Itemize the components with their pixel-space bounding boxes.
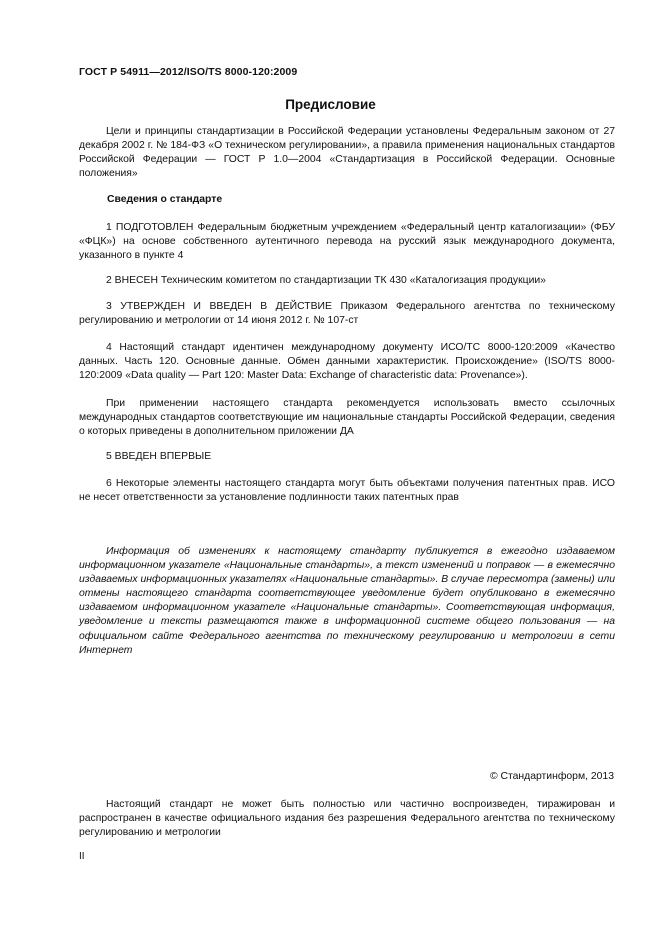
copyright-line: © Стандартинформ, 2013	[489, 771, 614, 782]
section-title: Сведения о стандарте	[107, 194, 223, 205]
item-4-paragraph: 4 Настоящий стандарт идентичен международному документу ИСО/ТС 8000-120:2009 «Качество данных. Часть 120. Основные данные. Обмен данными характеристик. Происхождение» (ISO/TS 8000-120:2009 «Data quality — Part 120: Master Data: Exchange of characteristic data: Provenance»).	[79, 342, 615, 382]
item-6-paragraph: 6 Некоторые элементы настоящего стандарта могут быть объектами получения патентных прав. ИСО не несет ответственности за установление подлинности таких патентных прав	[79, 478, 615, 504]
item-1-paragraph: 1 ПОДГОТОВЛЕН Федеральным бюджетным учреждением «Федеральный центр каталогизации» (ФБУ «ФЦК») на основе собственного аутентичного перевода на русский язык международного документа, указанного в пункте 4	[79, 222, 615, 262]
reproduction-notice-paragraph: Настоящий стандарт не может быть полностью или частично воспроизведен, тиражирован и распространен в качестве официального издания без разрешения Федерального агентства по техническому регулированию и метрологии	[79, 799, 615, 839]
change-notice-paragraph: Информация об изменениях к настоящему стандарту публикуется в ежегодно издаваемом информационном указателе «Национальные стандарты», а текст изменений и поправок — в ежемесячно издаваемых информационных указателях «Национальные стандарты». В случае пересмотра (замены) или отмены настоящего стандарта соответствующее уведомление будет опубликовано в ежемесячно издаваемом информационном указателе «Национальные стандарты». Соответствующая информация, уведомление и тексты размещаются также в информационной системе общего пользования — на официальном сайте Федерального агентства по техническому регулированию и метрологии в сети Интернет	[79, 546, 615, 656]
intro-paragraph: Цели и принципы стандартизации в Российской Федерации установлены Федеральным законом от 27 декабря 2002 г. № 184-ФЗ «О техническом регулировании», а правила применения национальных стандартов Российской Федерации — ГОСТ Р 1.0—2004 «Стандартизация в Российской Федерации. Основные положения»	[79, 126, 615, 180]
page-title: Предисловие	[285, 97, 376, 112]
item-3-paragraph: 3 УТВЕРЖДЕН И ВВЕДЕН В ДЕЙСТВИЕ Приказом Федерального агентства по техническому регулированию и метрологии от 14 июня 2012 г. № 107-ст	[79, 301, 615, 327]
item-4-note-paragraph: При применении настоящего стандарта рекомендуется использовать вместо ссылочных международных стандартов соответствующие им национальные стандарты Российской Федерации, сведения о которых приведены в дополнительном приложении ДА	[79, 398, 615, 438]
item-2-paragraph: 2 ВНЕСЕН Техническим комитетом по стандартизации ТК 430 «Каталогизация продукции»	[106, 275, 546, 286]
page-number: II	[79, 851, 85, 862]
document-header-code: ГОСТ Р 54911—2012/ISO/TS 8000-120:2009	[79, 66, 298, 78]
item-5-paragraph: 5 ВВЕДЕН ВПЕРВЫЕ	[106, 451, 212, 462]
